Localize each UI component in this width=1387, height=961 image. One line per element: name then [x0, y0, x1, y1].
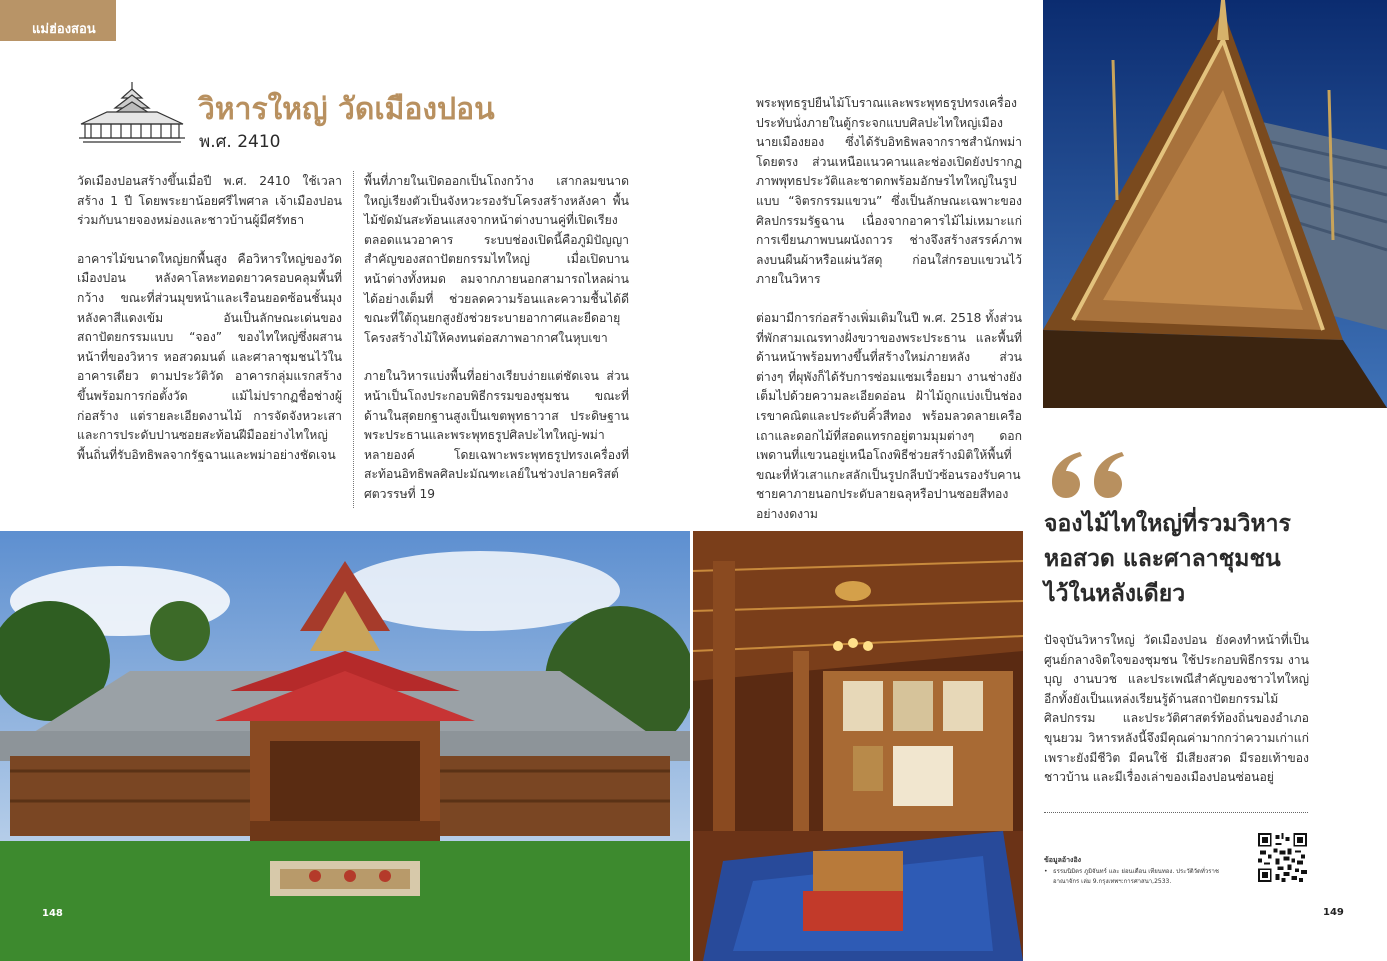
page-title: วิหารใหญ่ วัดเมืองปอน [198, 92, 495, 127]
paragraph: ภายในวิหารแบ่งพื้นที่อย่างเรียบง่ายแต่ชัดเจน ส่วนหน้าเป็นโถงประกอบพิธีกรรมของชุมชน ขณะที่ด้านในสุดยกฐานสูงเป็นเขตพุทธาวาส ประดิษฐานพระประธานและพระพุทธรูปศิลปะไทใหญ่-พม่าหลายองค์ โดยเฉพาะพระพุทธรูปทรงเครื่องที่สะท้อนอิทธิพลศิลปะมัณฑะเลย์ในช่วงปลายคริสต์ศตวรรษที่ 19 [364, 369, 629, 501]
page-number-right: 149 [1323, 907, 1344, 918]
qr-code-icon[interactable] [1258, 833, 1307, 882]
pull-quote-line: จองไม้ไทใหญ่ที่รวมวิหาร [1044, 511, 1291, 537]
dotted-divider [1044, 812, 1308, 813]
section-tag: แม่ฮ่องสอน [0, 0, 116, 41]
temple-interior-photo [693, 531, 1023, 961]
body-column-1 [77, 172, 342, 465]
paragraph: ปัจจุบันวิหารใหญ่ วัดเมืองปอน ยังคงทำหน้าที่เป็นศูนย์กลางจิตใจของชุมชน ใช้ประกอบพิธีกรรม งานบุญ งานบวช และประเพณีสำคัญของชาวไทใหญ่ อีกทั้งยังเป็นแหล่งเรียนรู้ด้านสถาปัตยกรรมไม้ ศิลปกรรม และประวัติศาสตร์ท้องถิ่นของอำเภอขุนยวม วิหารหลังนี้จึงมีคุณค่ามากกว่าความเก่าแก่ เพราะยังมีชีวิต มีคนใช้ มีเสียงสวด มีรอยเท้าของชาวบ้าน และมีเรื่องเล่าของเมืองปอนซ่อนอยู่ [1044, 633, 1309, 785]
page-subtitle: พ.ศ. 2410 [199, 132, 281, 152]
roof-gable-photo [1043, 0, 1387, 408]
pull-quote-line: หอสวด และศาลาชุมชน [1044, 546, 1281, 572]
temple-line-drawing-icon [77, 80, 187, 146]
paragraph: พระพุทธรูปยืนไม้โบราณและพระพุทธรูปทรงเครื่องประทับนั่งภายในตู้กระจกแบบศิลปะไทใหญ่เมืองนายเมืองยอง ซึ่งได้รับอิทธิพลจากราชสำนักพม่าโดยตรง ส่วนเหนือแนวคานและช่องเปิดยังปรากฏภาพพุทธประวัติและชาดกพร้อมอักษรไทใหญ่ในรูปแบบ “จิตรกรรมแขวน” ซึ่งเป็นลักษณะเฉพาะของศิลปกรรมรัฐฉาน เนื่องจากอาคารไม้ไม่เหมาะแก่การเขียนภาพบนผนังถาวร ช่างจึงสร้างสรรค์ภาพลงบนผืนผ้าหรือแผ่นวัสดุ ก่อนใส่กรอบแขวนไว้ภายในวิหาร [756, 96, 1022, 287]
paragraph: ต่อมามีการก่อสร้างเพิ่มเติมในปี พ.ศ. 2518 ทั้งส่วนที่พักสามเณรทางฝั่งขวาของพระประธาน และพื้นที่ด้านหน้าพร้อมทางขึ้นที่สร้างใหม่ภายหลัง ส่วนต่างๆ ที่ผุพังก็ได้รับการซ่อมแซมเรื่อยมา งานช่างยังเต็มไปด้วยความละเอียดอ่อน ฝ้าไม้ถูกแบ่งเป็นช่องเรขาคณิตและประดับคิ้วสีทอง พร้อมลวดลายเครือเถาและดอกไม้ที่สอดแทรกอยู่ตามมุมต่างๆ ดอกเพดานที่แขวนอยู่เหนือโถงพิธีช่วยสร้างมิติให้พื้นที่ ขณะที่หัวเสาแกะสลักเป็นรูปกลีบบัวซ้อนรองรับคาน ชายคาภายนอกประดับลายฉลุหรือปานซอยสีทองอย่างงดงาม [756, 310, 1022, 521]
reference-item: • ธรรมนิมิตร ภูมิจันทร์ และ ย่อนเดือน เทียนทอง. ประวัติวัดทั่วราชอาณาจักร เล่ม 9.กรุงเทพฯ:การศาสนา,2533. [1044, 867, 1244, 887]
quote-mark-icon [1044, 446, 1126, 498]
paragraph: วัดเมืองปอนสร้างขึ้นเมื่อปี พ.ศ. 2410 ใช้เวลาสร้าง 1 ปี โดยพระยาน้อยศรีไพศาล เจ้าเมืองปอน ร่วมกับนายจองหม่องและชาวบ้านผู้มีศรัทธา [77, 174, 342, 228]
references-title: ข้อมูลอ้างอิง [1044, 856, 1082, 864]
temple-exterior-photo [0, 531, 690, 961]
pull-quote-line: ไว้ในหลังเดียว [1044, 581, 1186, 607]
paragraph: พื้นที่ภายในเปิดออกเป็นโถงกว้าง เสากลมขนาดใหญ่เรียงตัวเป็นจังหวะรองรับโครงสร้างหลังคา พื้นไม้ขัดมันสะท้อนแสงจากหน้าต่างบานคู่ที่เปิดเรียงตลอดแนวอาคาร ระบบช่องเปิดนี้คือภูมิปัญญาสำคัญของสถาปัตยกรรมไทใหญ่ เมื่อเปิดบานหน้าต่างทั้งหมด ลมจากภายนอกสามารถไหลผ่านได้อย่างเต็มที่ ช่วยลดความร้อนและความชื้นได้ดี ขณะที่ใต้ถุนยกสูงยังช่วยระบายอากาศและยืดอายุโครงสร้างไม้ให้คงทนต่อสภาพอากาศในหุบเขา [364, 174, 629, 345]
pull-quote [1044, 507, 1334, 612]
body-column-2 [364, 172, 629, 505]
body-column-3 [756, 94, 1022, 524]
page-number-left: 148 [42, 908, 63, 919]
body-column-4 [1044, 631, 1309, 788]
column-divider [353, 171, 354, 508]
paragraph: อาคารไม้ขนาดใหญ่ยกพื้นสูง คือวิหารใหญ่ของวัดเมืองปอน หลังคาโลหะทอดยาวครอบคลุมพื้นที่กว้าง ขณะที่ส่วนมุขหน้าและเรือนยอดซ้อนชั้นมุงหลังคาสีแดงเข้ม อันเป็นลักษณะเด่นของสถาปัตยกรรมแบบ “จอง” ของไทใหญ่ซึ่งผสานหน้าที่ของวิหาร หอสวดมนต์ และศาลาชุมชนไว้ในอาคารเดียว ตามประวัติวัด อาคารกลุ่มแรกสร้างขึ้นพร้อมการก่อตั้งวัด แม้ไม่ปรากฏชื่อช่างผู้ก่อสร้าง แต่รายละเอียดงานไม้ การจัดจังหวะเสา และการประดับปานซอยสะท้อนฝีมืออย่างไทใหญ่พื้นถิ่นที่รับอิทธิพลจากรัฐฉานและพม่าอย่างชัดเจน [77, 251, 342, 462]
